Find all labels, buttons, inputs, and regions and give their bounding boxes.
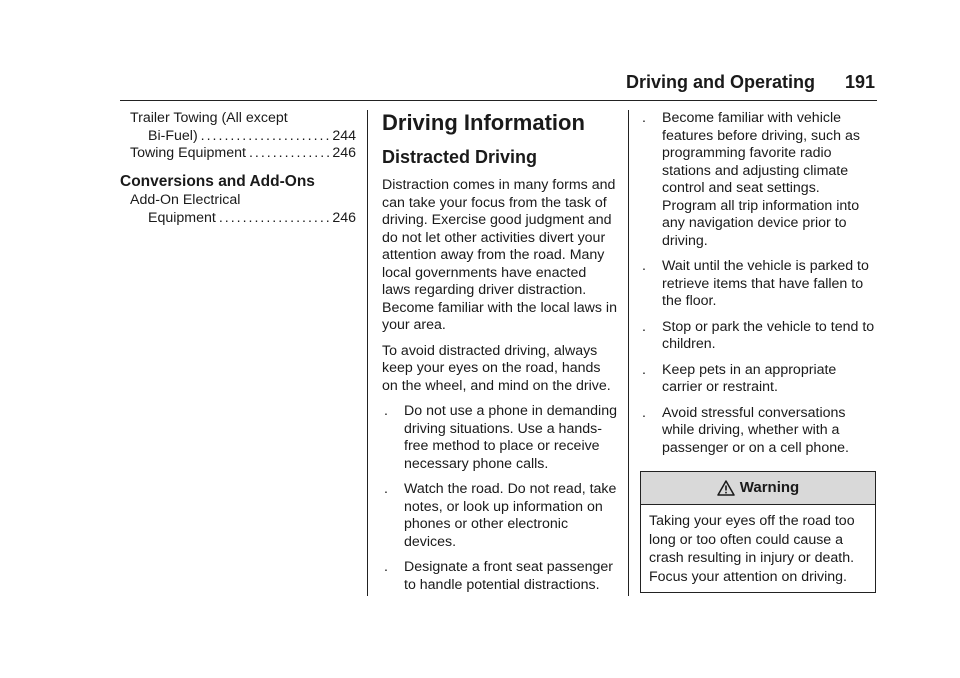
toc-entry-cont: Bi-Fuel) bbox=[148, 127, 198, 144]
toc-page: 246 bbox=[332, 145, 356, 161]
bullet-mark: . bbox=[642, 404, 646, 421]
toc-column bbox=[120, 110, 356, 227]
column-divider bbox=[628, 110, 629, 596]
toc-leader bbox=[249, 145, 329, 163]
toc-entry-add-on-electrical[interactable] bbox=[130, 192, 356, 227]
toc-entry-trailer-towing[interactable] bbox=[130, 110, 356, 145]
toc-heading: Conversions and Add-Ons bbox=[120, 172, 315, 190]
list-item bbox=[640, 405, 876, 458]
toc-entry-cont: Equipment bbox=[148, 209, 216, 226]
list-item bbox=[640, 258, 876, 311]
toc-list bbox=[130, 110, 356, 163]
bullet-list bbox=[382, 403, 618, 594]
list-item-text: Become familiar with vehicle features before driving, such as programming favorite radio stations and adjusting climate control and seat settings. Program all trip information into any navigation device prior to driving. bbox=[662, 110, 860, 249]
toc-page: 246 bbox=[332, 209, 356, 226]
bullet-mark: . bbox=[642, 361, 646, 378]
bullet-mark: . bbox=[642, 318, 646, 335]
bullet-mark: . bbox=[384, 559, 388, 575]
list-item-text: Avoid stressful conversations while driving, whether with a passenger or on a cell phone. bbox=[662, 404, 849, 456]
page-number: 191 bbox=[844, 72, 875, 92]
warning-header bbox=[641, 472, 875, 505]
list-item bbox=[382, 481, 618, 551]
toc-entry-towing-equipment[interactable] bbox=[130, 145, 356, 163]
toc-entry-text: Add-On Electrical bbox=[130, 192, 241, 208]
chapter-heading: Driving Information bbox=[382, 110, 585, 135]
section-heading: Distracted Driving bbox=[382, 147, 538, 167]
toc-entry-text: Towing Equipment bbox=[130, 145, 246, 161]
list-item bbox=[640, 362, 876, 397]
warning-icon bbox=[717, 480, 735, 496]
body-paragraph: Distraction comes in many forms and can take your focus from the task of driving. Exercise good judgment and do not let other activities divert your attention away from the road. Many local governments have enacted laws regarding driver distraction. Become familiar with the local laws in your area. bbox=[382, 177, 617, 333]
bullet-mark: . bbox=[384, 403, 388, 419]
warning-label: Warning bbox=[739, 479, 800, 497]
list-item-text: Designate a front seat passenger to handle potential distractions. bbox=[404, 559, 614, 593]
list-item-text: Wait until the vehicle is parked to retrieve items that have fallen to the floor. bbox=[662, 258, 869, 309]
warning-box bbox=[640, 471, 876, 593]
list-item-text: Stop or park the vehicle to tend to children. bbox=[662, 318, 875, 352]
toc-list bbox=[130, 192, 356, 227]
column-divider bbox=[367, 110, 368, 596]
list-item bbox=[382, 403, 618, 473]
bullet-mark: . bbox=[642, 258, 646, 274]
bullet-mark: . bbox=[642, 110, 646, 126]
page-header bbox=[120, 70, 877, 101]
list-item-text: Watch the road. Do not read, take notes, or look up information on phones or other electronic devices. bbox=[404, 481, 617, 550]
list-item-text: Keep pets in an appropriate carrier or restraint. bbox=[662, 361, 837, 395]
list-item-text: Do not use a phone in demanding driving situations. Use a hands-free method to place or receive necessary phone calls. bbox=[404, 403, 617, 472]
toc-leader bbox=[201, 128, 330, 146]
toc-page: 244 bbox=[332, 127, 356, 144]
list-item bbox=[382, 559, 618, 594]
main-column-1 bbox=[382, 110, 618, 602]
warning-text: Taking your eyes off the road too long or too often could cause a crash resulting in injury or death. Focus your attention on driving. bbox=[649, 513, 855, 585]
body-paragraph: To avoid distracted driving, always keep your eyes on the road, hands on the wheel, and mind on the drive. bbox=[382, 342, 611, 394]
section-title: Driving and Operating bbox=[625, 72, 815, 92]
main-column-2 bbox=[640, 110, 876, 593]
bullet-list bbox=[640, 110, 876, 457]
list-item bbox=[640, 110, 876, 250]
list-item bbox=[640, 319, 876, 354]
toc-leader bbox=[219, 210, 330, 228]
toc-entry-text: Trailer Towing (All except bbox=[130, 110, 288, 126]
bullet-mark: . bbox=[384, 481, 388, 497]
